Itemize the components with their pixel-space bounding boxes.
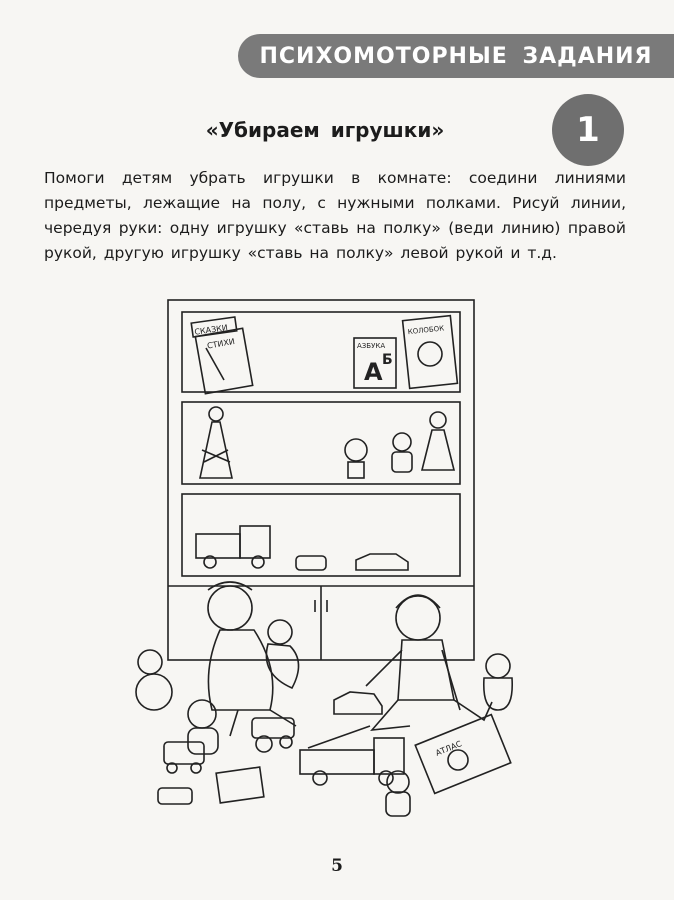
task-instructions: Помоги детям убрать игрушки в комнате: соедини линиями предметы, лежащие на полу, с нужными полками. Рисуй линии, чередуя руки: одну игрушку «ставь на полку» (веди линию) правой рукой, другую игрушку «ставь на полку» левой рукой и т.д. xyxy=(44,169,626,262)
toy-car-shelf xyxy=(356,554,408,570)
doll-princess xyxy=(200,407,232,478)
task-title: «Убираем игрушки» xyxy=(205,118,445,142)
atlas-book xyxy=(415,715,511,794)
page-number: 5 xyxy=(331,856,343,876)
book-letter-b: Б xyxy=(382,352,393,368)
abc-blocks-book xyxy=(216,767,264,803)
book-label-fairy-tales: СКАЗКИ xyxy=(193,323,229,337)
book-label-poems: СТИХИ xyxy=(206,336,236,351)
shelf-bottom xyxy=(182,494,460,576)
doll-boy xyxy=(345,439,367,478)
girl-with-teddy xyxy=(208,582,299,736)
atlas-label: АТЛАС xyxy=(434,739,464,758)
book-label-kolobok: КОЛОБОК xyxy=(407,324,445,337)
toys-illustration xyxy=(120,290,540,830)
doll-girl-small xyxy=(392,433,412,472)
roly-poly-toy xyxy=(136,650,172,710)
task-number: 1 xyxy=(576,110,600,150)
section-banner xyxy=(238,34,674,78)
doll-girl-dress xyxy=(422,412,454,470)
book-label-alphabet: АЗБУКА xyxy=(357,342,386,350)
teddy-bear-floor xyxy=(188,700,218,754)
toy-car-pull xyxy=(164,742,204,773)
toy-car-boy xyxy=(334,692,382,714)
matryoshka-toy xyxy=(484,654,512,710)
toy-car-small-floor xyxy=(158,788,192,804)
toy-tractor xyxy=(252,718,294,752)
section-title: ПСИХОМОТОРНЫЕ ЗАДАНИЯ xyxy=(259,43,653,69)
toy-truck-shelf xyxy=(196,526,270,568)
book-letter-a: А xyxy=(364,358,383,386)
toy-ambulance-shelf xyxy=(296,556,326,570)
boy-playing xyxy=(366,595,492,730)
teddy-bear-small xyxy=(386,771,410,816)
task-number-badge xyxy=(552,94,624,166)
